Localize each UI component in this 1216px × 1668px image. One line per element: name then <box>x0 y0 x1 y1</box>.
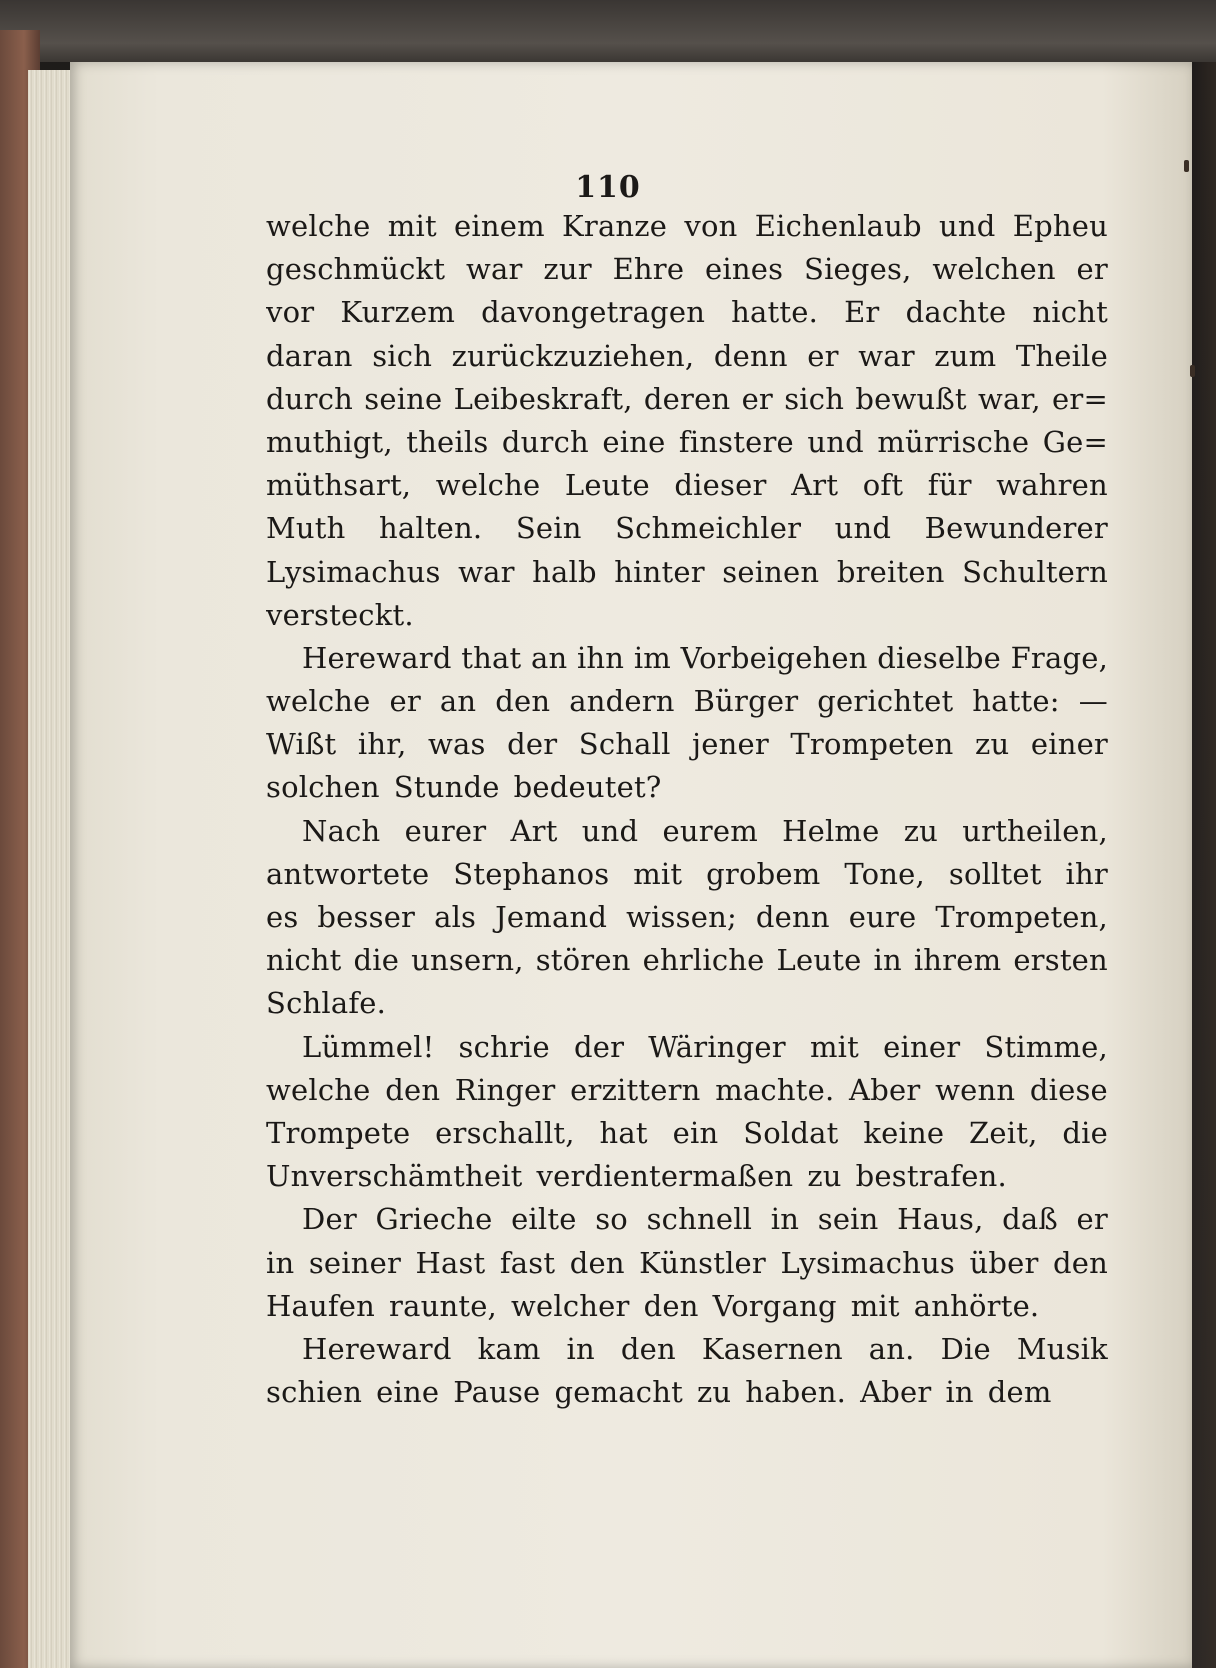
text-line: antwortete Stephanos mit grobem Tone, solltet ihr <box>266 856 1108 891</box>
text-line: Lümmel! schrie der Wäringer mit einer Stimme, <box>302 1029 1108 1064</box>
text-line: vor Kurzem davongetragen hatte. Er dachte nicht <box>266 295 1108 330</box>
text-line: schien eine Pause gemacht zu haben. Aber in dem <box>266 1375 1052 1410</box>
text-line: welche er an den andern Bürger gerichtet hatte: — <box>266 684 1108 719</box>
text-line: es besser als Jemand wissen; denn eure Trompeten, <box>266 900 1108 934</box>
text-line: Hereward kam in den Kasernen an. Die Musik <box>302 1331 1108 1366</box>
margin-mark <box>1190 365 1195 377</box>
text-line: Trompete erschallt, hat ein Soldat keine Zeit, die <box>266 1115 1108 1150</box>
text-line: solchen Stunde bedeutet? <box>266 770 662 805</box>
text-line: versteckt. <box>266 597 414 632</box>
text-line: Lysimachus war halb hinter seinen breiten Schultern <box>266 554 1108 589</box>
text-line: nicht die unsern, stören ehrliche Leute in ihrem ersten <box>266 943 1108 978</box>
text-line: welche mit einem Kranze von Eichenlaub und Epheu <box>266 209 1108 243</box>
text-line: in seiner Hast fast den Künstler Lysimachus über den <box>266 1245 1108 1280</box>
text-line: müthsart, welche Leute dieser Art oft für wahren <box>266 468 1108 503</box>
text-line: daran sich zurückzuziehen, denn er war zum Theile <box>266 338 1108 373</box>
text-line: Nach eurer Art und eurem Helme zu urtheilen, <box>302 813 1108 848</box>
text-line: muthigt, theils durch eine finstere und mürrische Ge= <box>266 424 1108 459</box>
text-line: Schlafe. <box>266 986 387 1021</box>
text-line: Wißt ihr, was der Schall jener Trompeten zu einer <box>266 727 1108 762</box>
page-text <box>266 205 1108 1414</box>
text-line: durch seine Leibeskraft, deren er sich bewußt war, er= <box>266 381 1108 416</box>
text-line: geschmückt war zur Ehre eines Sieges, welchen er <box>266 252 1108 287</box>
text-line: Muth halten. Sein Schmeichler und Bewunderer <box>266 511 1108 546</box>
text-line: Hereward that an ihn im Vorbeigehen dieselbe Frage, <box>302 640 1108 675</box>
text-line: Haufen raunte, welcher den Vorgang mit anhörte. <box>266 1288 1040 1323</box>
text-line: Unverschämtheit verdientermaßen zu bestrafen. <box>266 1159 1007 1194</box>
page-shadow <box>1192 62 1216 1668</box>
text-line: welche den Ringer erzittern machte. Aber wenn diese <box>266 1072 1108 1107</box>
book-cover-top <box>0 0 1216 62</box>
page-number: 110 <box>575 170 641 205</box>
text-line: Der Grieche eilte so schnell in sein Haus, daß er <box>302 1202 1108 1237</box>
